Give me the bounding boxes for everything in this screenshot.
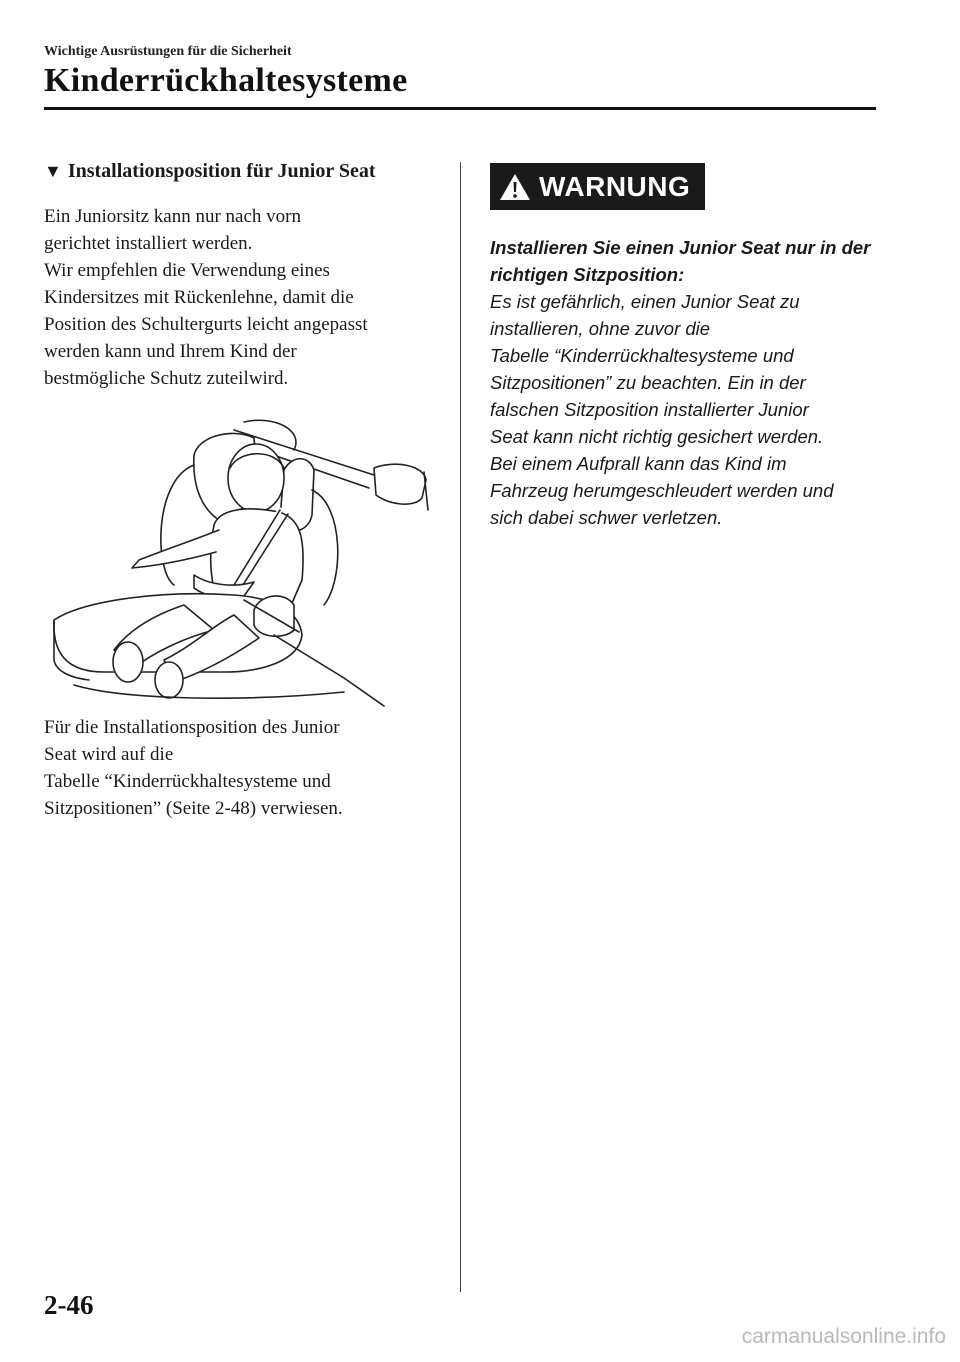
title-divider — [44, 107, 876, 110]
section-heading — [44, 160, 434, 183]
warning-body — [490, 234, 885, 531]
watermark: carmanualsonline.info — [741, 1325, 946, 1348]
section-heading-text: Installationsposition für Junior Seat — [67, 160, 376, 182]
triangle-down-icon: ▼ — [44, 161, 62, 181]
warning-heading: Installieren Sie einen Junior Seat nur in der richtigen Sitzposition: — [490, 237, 871, 285]
child-in-junior-seat-illustration — [44, 410, 434, 710]
warning-label: WARNUNG — [539, 170, 691, 202]
junior-seat-figure — [44, 410, 434, 710]
left-column — [44, 160, 434, 392]
breadcrumb: Wichtige Ausrüstungen für die Sicherheit — [44, 44, 292, 59]
caption-paragraph: Für die Installationsposition des Junior Seat wird auf die Tabelle “Kinderrückhaltesysteme und Sitzpositionen” (Seite 2-48) verwiesen. — [44, 717, 343, 819]
warning-triangle-icon — [499, 173, 531, 201]
warning-badge — [490, 163, 705, 210]
warning-text: Es ist gefährlich, einen Junior Seat zu installieren, ohne zuvor die Tabelle “Kinderrückhaltesysteme und Sitzpositionen” zu beachten. Ein in der falschen Sitzposition installierter Junior Seat kann nicht richtig gesichert werden. Bei einem Aufprall kann das Kind im Fahrzeug herumgeschleudert werden und sich dabei schwer verletzen. — [490, 291, 834, 528]
intro-paragraph: Ein Juniorsitz kann nur nach vorn gerichtet installiert werden. Wir empfehlen die Verwendung eines Kindersitzes mit Rückenlehne, damit die Position des Schultergurts leicht angepasst werden kann und Ihrem Kind der bestmögliche Schutz zuteilwird. — [44, 206, 368, 389]
page-number: 2-46 — [44, 1290, 94, 1320]
column-divider — [460, 162, 461, 1292]
page-title: Kinderrückhaltesysteme — [44, 62, 408, 99]
